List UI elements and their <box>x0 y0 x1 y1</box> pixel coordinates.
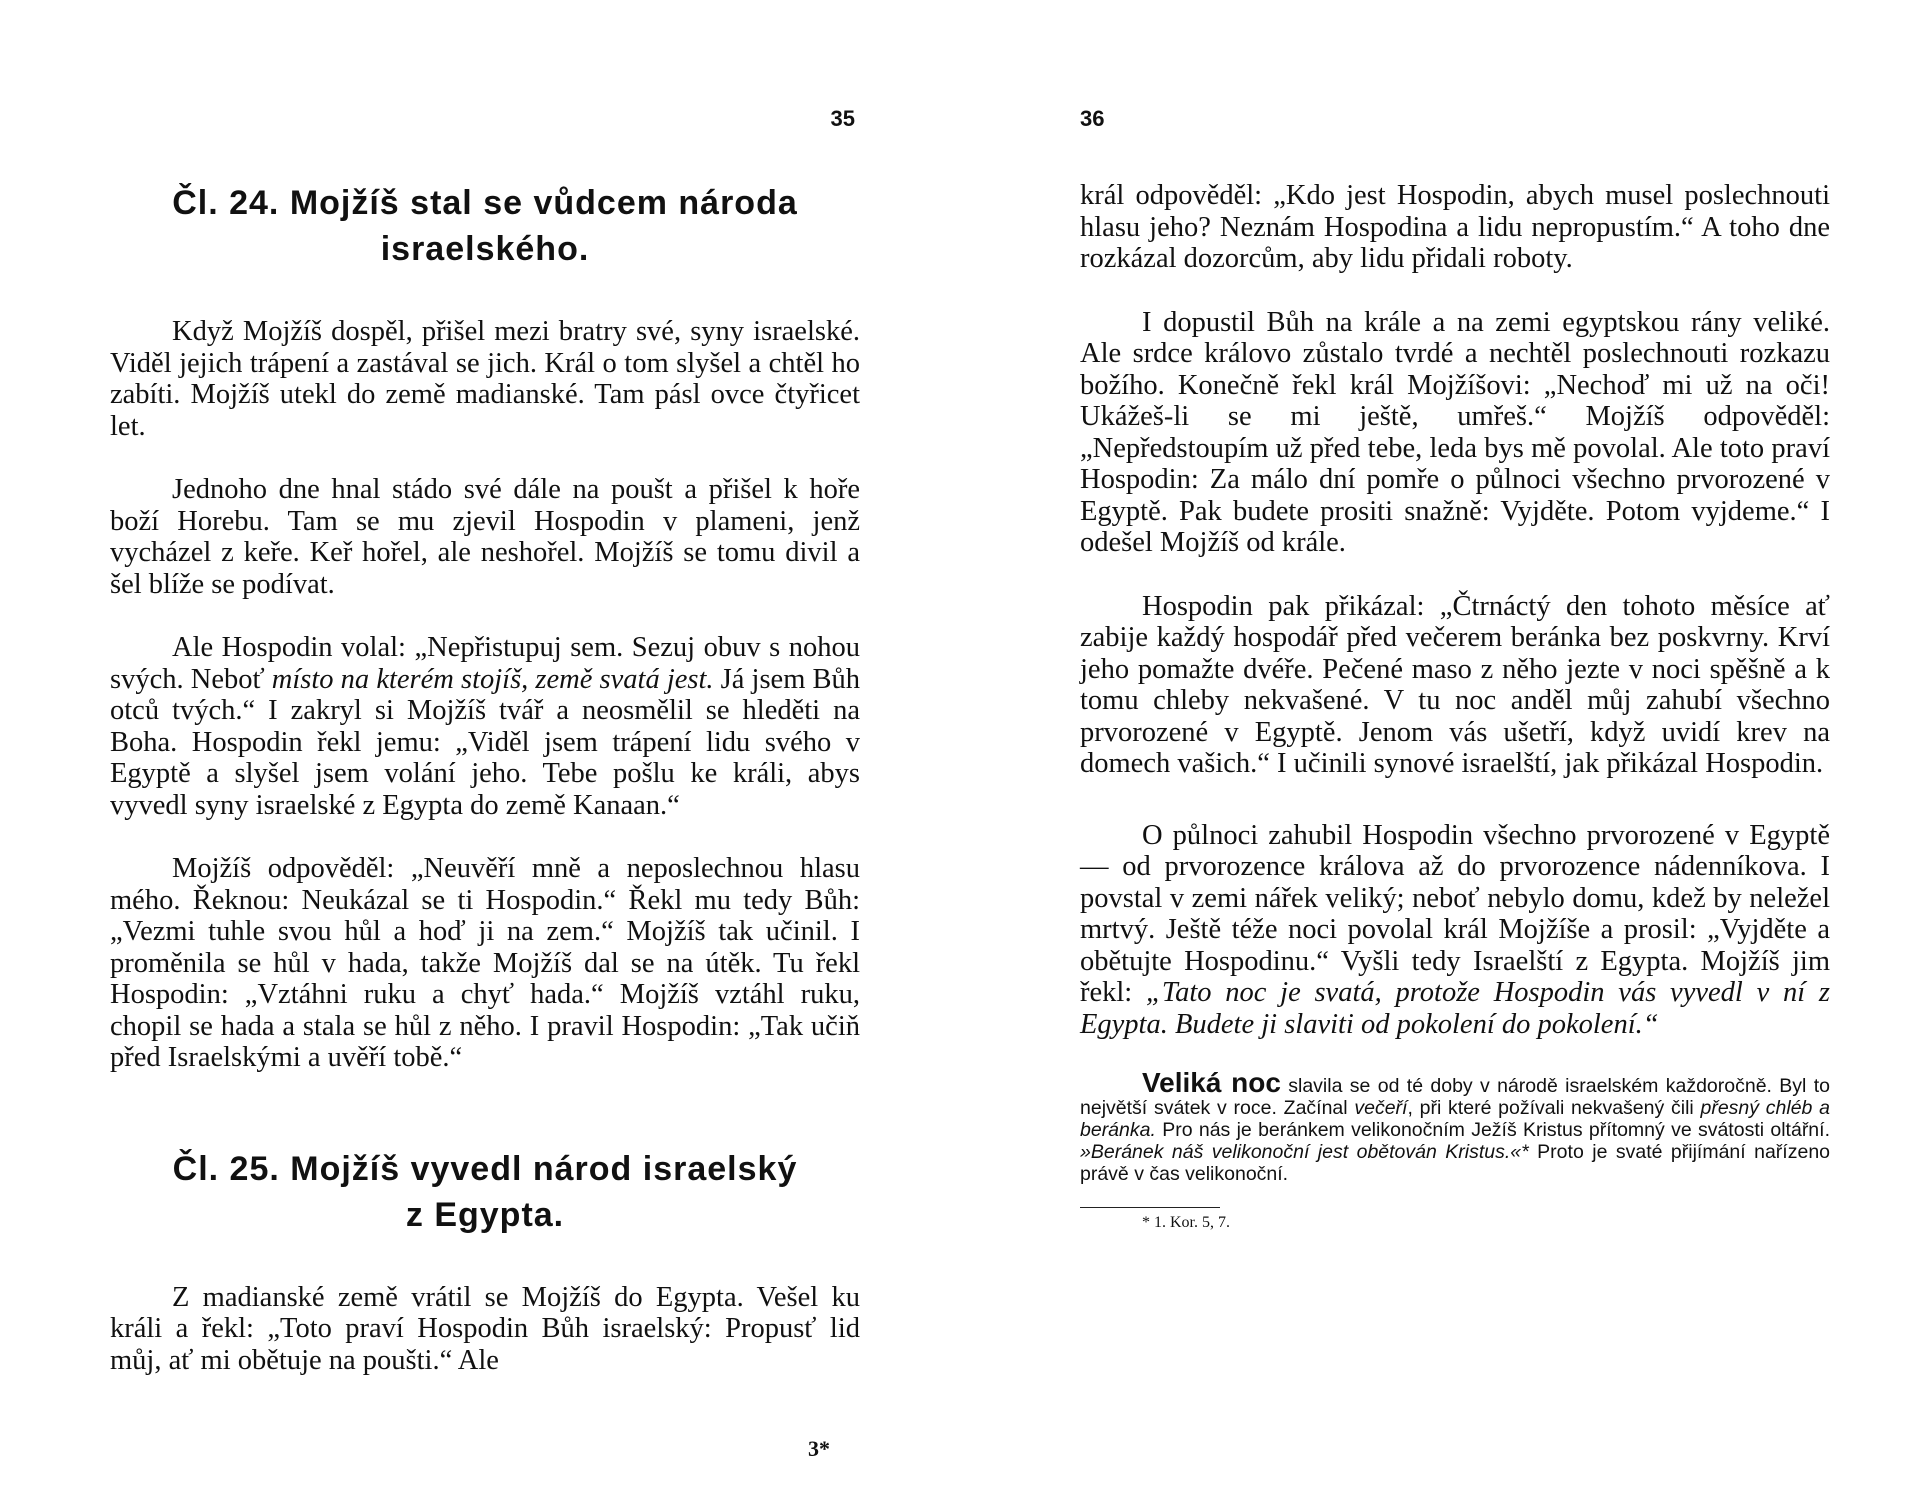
italic-text-run: večeří <box>1354 1097 1408 1119</box>
page-number: 36 <box>1080 106 1105 131</box>
footnote-rule <box>1080 1207 1220 1208</box>
italic-text-run: „Tato noc je svatá, protože Hospodin vás vyvedl v ní z Egypta. Budete ji slaviti od pokolení do pokolení.“ <box>1080 977 1830 1040</box>
right-page-content <box>1080 180 1830 1232</box>
chapter-heading-25 <box>110 1146 860 1238</box>
paragraph <box>110 632 860 821</box>
paragraph <box>1080 820 1830 1041</box>
paragraph: král odpověděl: „Kdo jest Hospodin, abych musel poslechnouti hlasu jeho? Neznám Hospodina a lidu nepropustím.“ A toho dne rozkázal dozorcům, aby lidu přidali roboty. <box>1080 180 1830 274</box>
left-page-content <box>110 180 860 1376</box>
text-run: slavila se od té doby v národě israelském každoročně. Byl to největší svátek v roce. Začínal <box>1080 1075 1830 1119</box>
text-run: O půlnoci zahubil Hospodin všechno prvorozené v Egyptě — od prvorozence králova až do prvorozence nádenníkova. I povstal v zemi nářek veliký; neboť nebylo domu, kdež by neležel mrtvý. Ještě téže noci povolal král Mojžíše a prosil: „Vyjděte a obětujte Hospodinu.“ Vyšli tedy Israelští z Egypta. Mojžíš jim řekl: <box>1080 819 1830 1008</box>
heading-line: z Egypta. <box>405 1195 565 1234</box>
heading-line: israelského. <box>380 230 590 268</box>
paragraph: Mojžíš odpověděl: „Neuvěří mně a neposlechnou hlasu mého. Řeknou: Neukázal se ti Hospodin.“ Řekl mu tedy Bůh: „Vezmi tuhle svou hůl a hoď ji na zem.“ Mojžíš tak učinil. I proměnila se hůl v hada, takže Mojžíš dal se na útěk. Tu řekl Hospodin: „Vztáhni ruku a chyť hada.“ Mojžíš vztáhl ruku, chopil se hada a stala se hůl z něho. I pravil Hospodin: „Tak učiň před Israelskými a uvěří tobě.“ <box>110 853 860 1073</box>
paragraph: Jednoho dne hnal stádo své dále na poušt a přišel k hoře boží Horebu. Tam se mu zjevil Hospodin v plameni, jenž vycházel z keře. Keř hořel, ale neshořel. Mojžíš se tomu divil a šel blíže se podívat. <box>110 474 860 600</box>
text-run: Já jsem Bůh otců tvých.“ I zakryl si Mojžíš tvář a neosmělil se hleděti na Boha. Hospodin řekl jemu: „Viděl jsem trápení lidu svého v Egyptě a slyšel jsem volání jeho. Tebe pošlu ke králi, abys vyvedl syny israelské z Egypta do země Kanaan.“ <box>110 663 861 821</box>
left-page <box>110 0 860 1500</box>
paragraph: I dopustil Bůh na krále a na zemi egyptskou rány veliké. Ale srdce královo zůstalo tvrdé a nechtěl poslechnouti rozkazu božího. Konečně řekl král Mojžíšovi: „Nechoď mi už na oči! Ukážeš-li se mi ještě, umřeš.“ Mojžíš odpověděl: „Nepředstoupím už před tebe, leda bys mě povolal. Ale toto praví Hospodin: Za málo dní pomře o půlnoci všechno prvorozené v Egyptě. Pak budete prositi snažně: Vyjděte. Potom vyjdeme.“ I odešel Mojžíš od krále. <box>1080 306 1830 558</box>
text-run: Pro nás je beránkem velikonočním Ježíš Kristus přítomný ve svátosti oltářní. <box>1155 1119 1830 1141</box>
footnote: * 1. Kor. 5, 7. <box>1142 1214 1230 1231</box>
heading-line: Čl. 25. Mojžíš vyvedl národ israelský <box>172 1149 798 1188</box>
heading-line: Čl. 24. Mojžíš stal se vůdcem národa <box>172 184 798 222</box>
italic-text-run: »Beránek náš velikonoční jest obětován Kristus.«* <box>1080 1141 1529 1163</box>
paragraph: Když Mojžíš dospěl, přišel mezi bratry své, syny israelské. Viděl jejich trápení a zastával se jich. Král o tom slyšel a chtěl ho zabíti. Mojžíš utekl do země madianské. Tam pásl ovce čtyřicet let. <box>110 316 860 442</box>
text-run: Ale Hospodin volal: „Nepřistupuj sem. Sezuj obuv s nohou svých. Neboť <box>110 632 860 695</box>
printer-signature-mark: 3* <box>808 1436 830 1461</box>
text-run: Proto je svaté přijímání nařízeno právě v čas velikonoční. <box>1080 1141 1831 1185</box>
italic-text-run: přesný chléb a beránka. <box>1080 1097 1830 1141</box>
paragraph: Hospodin pak přikázal: „Čtrnáctý den tohoto měsíce ať zabije každý hospodář před večerem beránka bez poskvrny. Krví jeho pomažte dvéře. Pečené maso z něho jezte v noci spěšně a k tomu chleby nekvašené. V tu noc anděl můj zahubí všechno prvorozené v Egyptě. Jenom vás ušetří, když uvidí krev na domech vašich.“ I učinili synové israelští, jak přikázal Hospodin. <box>1080 590 1830 779</box>
chapter-heading-24 <box>110 180 860 272</box>
italic-text-run: místo na kterém stojíš, země svatá jest. <box>271 663 714 695</box>
text-run: , při které požívali nekvašený čili <box>1407 1097 1701 1119</box>
note-lead: Veliká noc <box>1142 1067 1281 1098</box>
right-page <box>1080 0 1830 1500</box>
note-paragraph <box>1080 1067 1831 1185</box>
page-number: 35 <box>830 106 855 131</box>
paragraph: Z madianské země vrátil se Mojžíš do Egypta. Vešel ku králi a řekl: „Toto praví Hospodin Bůh israelský: Propusť lid můj, ať mi obětuje na poušti.“ Ale <box>110 1281 860 1376</box>
